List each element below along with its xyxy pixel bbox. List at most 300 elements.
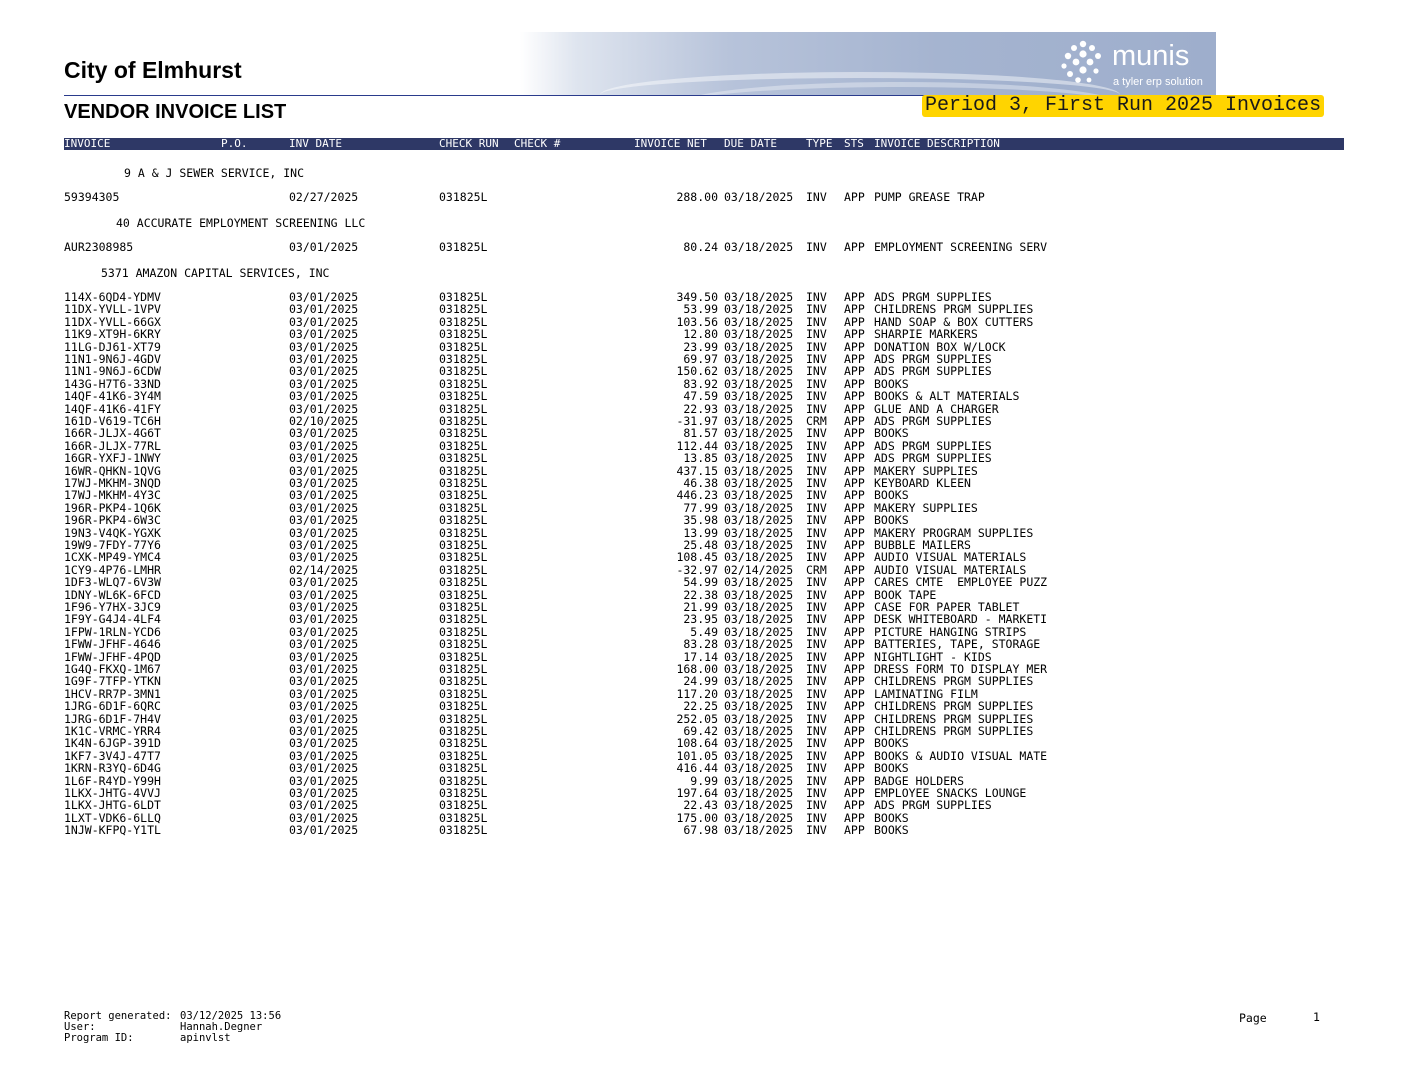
invoice-net: 80.24	[683, 240, 718, 254]
invoice-description: ADS PRGM SUPPLIES	[874, 798, 992, 813]
invoice-net: 13.85	[683, 451, 718, 466]
invoice-description: BUBBLE MAILERS	[874, 538, 971, 552]
invoice-net: 54.99	[683, 575, 718, 590]
page-label: Page	[1239, 1011, 1267, 1025]
invoice-number: 11DX-YVLL-66GX	[64, 314, 161, 329]
invoice-row	[0, 675, 1408, 687]
due-date: 03/18/2025	[724, 662, 794, 676]
invoice-row	[0, 427, 1408, 439]
invoice-type: INV	[806, 314, 827, 329]
invoice-number: 17WJ-MKHM-4Y3C	[64, 488, 161, 503]
invoice-number: 1FWW-JFHF-4646	[64, 637, 161, 652]
invoice-type: INV	[806, 736, 827, 751]
due-date: 03/18/2025	[724, 724, 794, 738]
invoice-type: INV	[806, 463, 827, 478]
invoice-status: APP	[844, 290, 865, 304]
invoice-row	[0, 489, 1408, 501]
invoice-type: INV	[806, 290, 827, 304]
invoice-type: INV	[806, 786, 827, 800]
due-date: 03/18/2025	[724, 327, 794, 342]
invoice-date: 03/01/2025	[289, 364, 359, 379]
invoice-date: 03/01/2025	[289, 736, 359, 751]
due-date: 03/18/2025	[724, 525, 794, 540]
invoice-date: 03/01/2025	[289, 587, 359, 602]
invoice-description: MAKERY SUPPLIES	[874, 500, 978, 515]
invoice-number: 1DNY-WL6K-6FCD	[64, 587, 161, 602]
vendor-name: 9 A & J SEWER SERVICE, INC	[124, 166, 305, 180]
invoice-status: APP	[844, 624, 865, 639]
invoice-date: 03/01/2025	[289, 699, 359, 714]
invoice-number: 1KF7-3V4J-47T7	[64, 748, 161, 763]
invoice-date: 03/01/2025	[289, 823, 359, 838]
invoice-status: APP	[844, 600, 865, 614]
invoice-date: 03/01/2025	[289, 686, 359, 701]
invoice-number: 19W9-7FDY-77Y6	[64, 538, 161, 552]
check-run: 031825L	[439, 352, 488, 366]
program-value: apinvlst	[180, 1032, 231, 1044]
check-run: 031825L	[439, 786, 488, 800]
invoice-net: 22.25	[683, 699, 718, 714]
invoice-number: 1G4Q-FKXQ-1M67	[64, 662, 161, 676]
invoice-status: APP	[844, 810, 865, 825]
due-date: 03/18/2025	[724, 761, 794, 776]
invoice-net: 288.00	[676, 190, 718, 204]
invoice-net: 24.99	[683, 674, 718, 689]
invoice-type: INV	[806, 575, 827, 590]
invoice-net: -32.97	[676, 562, 718, 577]
invoice-status: APP	[844, 339, 865, 354]
invoice-description: AUDIO VISUAL MATERIALS	[874, 562, 1027, 577]
invoice-net: 197.64	[676, 786, 718, 800]
invoice-description: EMPLOYMENT SCREENING SERV	[874, 240, 1048, 254]
invoice-row	[0, 700, 1408, 712]
invoice-net: 23.95	[683, 612, 718, 627]
due-date: 03/18/2025	[724, 736, 794, 751]
report-footer	[64, 1011, 281, 1044]
invoice-status: APP	[844, 786, 865, 800]
invoice-type: INV	[806, 240, 827, 254]
invoice-date: 03/01/2025	[289, 426, 359, 441]
invoice-date: 03/01/2025	[289, 773, 359, 788]
invoice-row	[0, 762, 1408, 774]
invoice-net: 117.20	[676, 686, 718, 701]
invoice-net: 22.38	[683, 587, 718, 602]
invoice-number: 196R-PKP4-1Q6K	[64, 500, 161, 515]
invoice-row	[0, 328, 1408, 340]
invoice-date: 03/01/2025	[289, 500, 359, 515]
invoice-net: 47.59	[683, 389, 718, 404]
due-date: 03/18/2025	[724, 823, 794, 838]
invoice-date: 03/01/2025	[289, 674, 359, 689]
invoice-number: 14QF-41K6-41FY	[64, 401, 161, 416]
invoice-description: BOOKS	[874, 426, 909, 441]
invoice-description: ADS PRGM SUPPLIES	[874, 352, 992, 366]
check-run: 031825L	[439, 190, 488, 204]
invoice-date: 03/01/2025	[289, 463, 359, 478]
invoice-number: 1JRG-6D1F-6QRC	[64, 699, 161, 714]
invoice-number: 1FWW-JFHF-4PQD	[64, 649, 161, 664]
check-run: 031825L	[439, 463, 488, 478]
page-number: 1	[1313, 1010, 1320, 1024]
col-invoice: INVOICE	[64, 137, 111, 150]
check-run: 031825L	[439, 810, 488, 825]
invoice-number: 16WR-QHKN-1QVG	[64, 463, 161, 478]
invoice-row	[0, 303, 1408, 315]
invoice-net: 108.64	[676, 736, 718, 751]
invoice-number: 1FPW-1RLN-YCD6	[64, 624, 161, 639]
invoice-status: APP	[844, 674, 865, 689]
due-date: 03/18/2025	[724, 649, 794, 664]
due-date: 02/14/2025	[724, 562, 794, 577]
report-title: VENDOR INVOICE LIST	[64, 101, 287, 123]
due-date: 03/18/2025	[724, 364, 794, 379]
check-run: 031825L	[439, 748, 488, 763]
invoice-date: 03/01/2025	[289, 575, 359, 590]
check-run: 031825L	[439, 587, 488, 602]
check-run: 031825L	[439, 662, 488, 676]
invoice-status: APP	[844, 550, 865, 565]
invoice-date: 03/01/2025	[289, 451, 359, 466]
invoice-number: 1CY9-4P76-LMHR	[64, 562, 161, 577]
invoice-net: 108.45	[676, 550, 718, 565]
invoice-row	[0, 551, 1408, 563]
invoice-description: PUMP GREASE TRAP	[874, 190, 985, 204]
invoice-description: ADS PRGM SUPPLIES	[874, 414, 992, 428]
due-date: 03/18/2025	[724, 438, 794, 453]
invoice-status: APP	[844, 748, 865, 763]
invoice-status: APP	[844, 389, 865, 404]
invoice-description: MAKERY PROGRAM SUPPLIES	[874, 525, 1034, 540]
invoice-number: 143G-H7T6-33ND	[64, 376, 161, 391]
invoice-status: APP	[844, 575, 865, 590]
invoice-description: SHARPIE MARKERS	[874, 327, 978, 342]
invoice-type: INV	[806, 525, 827, 540]
due-date: 03/18/2025	[724, 389, 794, 404]
invoice-net: 25.48	[683, 538, 718, 552]
invoice-type: INV	[806, 190, 827, 204]
invoice-type: INV	[806, 550, 827, 565]
invoice-row	[0, 390, 1408, 402]
invoice-description: ADS PRGM SUPPLIES	[874, 438, 992, 453]
header-banner	[520, 32, 1216, 96]
check-run: 031825L	[439, 612, 488, 627]
invoice-row	[0, 799, 1408, 811]
invoice-description: CARES CMTE EMPLOYEE PUZZ	[874, 575, 1048, 590]
invoice-net: 77.99	[683, 500, 718, 515]
invoice-description: KEYBOARD KLEEN	[874, 476, 971, 490]
invoice-number: 11DX-YVLL-1VPV	[64, 302, 161, 317]
invoice-status: APP	[844, 686, 865, 701]
invoice-date: 03/01/2025	[289, 637, 359, 652]
invoice-type: INV	[806, 438, 827, 453]
due-date: 03/18/2025	[724, 376, 794, 391]
due-date: 03/18/2025	[724, 401, 794, 416]
invoice-status: APP	[844, 711, 865, 726]
invoice-description: DESK WHITEBOARD - MARKETI	[874, 612, 1048, 627]
invoice-description: CHILDRENS PRGM SUPPLIES	[874, 674, 1034, 689]
invoice-number: 1L6F-R4YD-Y99H	[64, 773, 161, 788]
invoice-type: CRM	[806, 414, 827, 428]
invoice-date: 03/01/2025	[289, 786, 359, 800]
invoice-row	[0, 241, 1408, 253]
invoice-type: INV	[806, 339, 827, 354]
due-date: 03/18/2025	[724, 600, 794, 614]
invoice-description: BADGE HOLDERS	[874, 773, 965, 788]
invoice-status: APP	[844, 476, 865, 490]
invoice-type: INV	[806, 500, 827, 515]
invoice-net: 69.97	[683, 352, 718, 366]
invoice-status: APP	[844, 426, 865, 441]
check-run: 031825L	[439, 438, 488, 453]
invoice-status: APP	[844, 773, 865, 788]
check-run: 031825L	[439, 327, 488, 342]
due-date: 03/18/2025	[724, 451, 794, 466]
invoice-description: BOOKS & ALT MATERIALS	[874, 389, 1020, 404]
due-date: 03/18/2025	[724, 538, 794, 552]
invoice-status: APP	[844, 240, 865, 254]
invoice-type: INV	[806, 538, 827, 552]
invoice-description: BOOK TAPE	[874, 587, 937, 602]
invoice-description: BOOKS	[874, 513, 909, 528]
check-run: 031825L	[439, 290, 488, 304]
invoice-description: PICTURE HANGING STRIPS	[874, 624, 1027, 639]
invoice-description: CHILDRENS PRGM SUPPLIES	[874, 711, 1034, 726]
invoice-type: INV	[806, 364, 827, 379]
invoice-status: APP	[844, 562, 865, 577]
check-run: 031825L	[439, 761, 488, 776]
invoice-number: 11LG-DJ61-XT79	[64, 339, 161, 354]
invoice-description: BOOKS	[874, 488, 909, 503]
col-po: P.O.	[221, 137, 248, 150]
invoice-row	[0, 514, 1408, 526]
invoice-date: 02/14/2025	[289, 562, 359, 577]
invoice-status: APP	[844, 538, 865, 552]
invoice-net: 9.99	[690, 773, 718, 788]
invoice-date: 03/01/2025	[289, 761, 359, 776]
munis-logo-icon	[1058, 38, 1108, 88]
invoice-description: DONATION BOX W/LOCK	[874, 339, 1006, 354]
city-name: City of Elmhurst	[64, 57, 242, 83]
invoice-type: INV	[806, 451, 827, 466]
invoice-type: INV	[806, 748, 827, 763]
check-run: 031825L	[439, 550, 488, 565]
invoice-date: 03/01/2025	[289, 438, 359, 453]
user-value: Hannah.Degner	[180, 1021, 263, 1033]
invoice-date: 03/01/2025	[289, 649, 359, 664]
due-date: 03/18/2025	[724, 637, 794, 652]
invoice-net: 53.99	[683, 302, 718, 317]
invoice-status: APP	[844, 513, 865, 528]
check-run: 031825L	[439, 513, 488, 528]
invoice-number: 1HCV-RR7P-3MN1	[64, 686, 161, 701]
check-run: 031825L	[439, 414, 488, 428]
invoice-status: APP	[844, 401, 865, 416]
invoice-number: 59394305	[64, 190, 120, 204]
invoice-row	[0, 452, 1408, 464]
col-sts: STS	[844, 137, 864, 150]
check-run: 031825L	[439, 711, 488, 726]
invoice-net: 175.00	[676, 810, 718, 825]
invoice-date: 03/01/2025	[289, 538, 359, 552]
invoice-row	[0, 191, 1408, 203]
check-run: 031825L	[439, 773, 488, 788]
invoice-net: 349.50	[676, 290, 718, 304]
due-date: 03/18/2025	[724, 513, 794, 528]
invoice-date: 03/01/2025	[289, 624, 359, 639]
invoice-net: 69.42	[683, 724, 718, 738]
invoice-net: 150.62	[676, 364, 718, 379]
invoice-status: APP	[844, 463, 865, 478]
invoice-description: BATTERIES, TAPE, STORAGE	[874, 637, 1041, 652]
invoice-date: 03/01/2025	[289, 339, 359, 354]
invoice-type: INV	[806, 823, 827, 838]
invoice-net: 22.93	[683, 401, 718, 416]
due-date: 03/18/2025	[724, 190, 794, 204]
invoice-date: 03/01/2025	[289, 711, 359, 726]
invoice-description: CHILDRENS PRGM SUPPLIES	[874, 302, 1034, 317]
check-run: 031825L	[439, 364, 488, 379]
invoice-net: 103.56	[676, 314, 718, 329]
invoice-type: INV	[806, 476, 827, 490]
invoice-type: INV	[806, 773, 827, 788]
invoice-date: 03/01/2025	[289, 240, 359, 254]
due-date: 03/18/2025	[724, 699, 794, 714]
due-date: 03/18/2025	[724, 711, 794, 726]
invoice-type: INV	[806, 612, 827, 627]
due-date: 03/18/2025	[724, 810, 794, 825]
invoice-net: 67.98	[683, 823, 718, 838]
invoice-row	[0, 613, 1408, 625]
invoice-number: 166R-JLJX-4G6T	[64, 426, 161, 441]
check-run: 031825L	[439, 699, 488, 714]
check-run: 031825L	[439, 389, 488, 404]
invoice-date: 02/27/2025	[289, 190, 359, 204]
invoice-date: 03/01/2025	[289, 376, 359, 391]
due-date: 03/18/2025	[724, 773, 794, 788]
invoice-type: INV	[806, 302, 827, 317]
due-date: 03/18/2025	[724, 352, 794, 366]
invoice-status: APP	[844, 649, 865, 664]
check-run: 031825L	[439, 376, 488, 391]
due-date: 03/18/2025	[724, 686, 794, 701]
invoice-description: BOOKS	[874, 761, 909, 776]
invoice-description: BOOKS	[874, 823, 909, 838]
invoice-row	[0, 365, 1408, 377]
due-date: 03/18/2025	[724, 575, 794, 590]
invoice-row	[0, 824, 1408, 836]
check-run: 031825L	[439, 600, 488, 614]
col-check-no: CHECK #	[514, 137, 561, 150]
invoice-net: 5.49	[690, 624, 718, 639]
check-run: 031825L	[439, 339, 488, 354]
check-run: 031825L	[439, 637, 488, 652]
check-run: 031825L	[439, 674, 488, 689]
invoice-type: INV	[806, 426, 827, 441]
check-run: 031825L	[439, 525, 488, 540]
invoice-row	[0, 576, 1408, 588]
col-invoice-net: INVOICE NET	[634, 137, 707, 150]
invoice-description: MAKERY SUPPLIES	[874, 463, 978, 478]
invoice-type: INV	[806, 810, 827, 825]
col-check-run: CHECK RUN	[439, 137, 499, 150]
invoice-status: APP	[844, 724, 865, 738]
invoice-description: ADS PRGM SUPPLIES	[874, 290, 992, 304]
invoice-number: AUR2308985	[64, 240, 134, 254]
generated-label: Report generated:	[64, 1010, 172, 1022]
invoice-type: INV	[806, 699, 827, 714]
invoice-status: APP	[844, 699, 865, 714]
invoice-date: 03/01/2025	[289, 476, 359, 490]
invoice-description: HAND SOAP & BOX CUTTERS	[874, 314, 1034, 329]
due-date: 03/18/2025	[724, 414, 794, 428]
invoice-date: 03/01/2025	[289, 612, 359, 627]
invoice-description: AUDIO VISUAL MATERIALS	[874, 550, 1027, 565]
invoice-net: -31.97	[676, 414, 718, 428]
invoice-net: 17.14	[683, 649, 718, 664]
check-run: 031825L	[439, 500, 488, 515]
due-date: 03/18/2025	[724, 339, 794, 354]
invoice-description: LAMINATING FILM	[874, 686, 978, 701]
invoice-status: APP	[844, 761, 865, 776]
invoice-net: 23.99	[683, 339, 718, 354]
invoice-description: DRESS FORM TO DISPLAY MER	[874, 662, 1048, 676]
invoice-number: 114X-6QD4-YDMV	[64, 290, 161, 304]
invoice-number: 16GR-YXFJ-1NWY	[64, 451, 161, 466]
invoice-status: APP	[844, 525, 865, 540]
invoice-type: INV	[806, 798, 827, 813]
invoice-description: BOOKS	[874, 376, 909, 391]
invoice-date: 03/01/2025	[289, 662, 359, 676]
check-run: 031825L	[439, 649, 488, 664]
invoice-type: INV	[806, 587, 827, 602]
due-date: 03/18/2025	[724, 500, 794, 515]
invoice-date: 03/01/2025	[289, 810, 359, 825]
invoice-description: ADS PRGM SUPPLIES	[874, 451, 992, 466]
due-date: 03/18/2025	[724, 587, 794, 602]
invoice-type: INV	[806, 624, 827, 639]
invoice-description: BOOKS	[874, 810, 909, 825]
check-run: 031825L	[439, 686, 488, 701]
invoice-net: 437.15	[676, 463, 718, 478]
invoice-net: 46.38	[683, 476, 718, 490]
invoice-type: INV	[806, 724, 827, 738]
invoice-status: APP	[844, 587, 865, 602]
due-date: 03/18/2025	[724, 786, 794, 800]
munis-logo-text: munis	[1112, 40, 1190, 72]
invoice-type: INV	[806, 389, 827, 404]
invoice-status: APP	[844, 314, 865, 329]
invoice-status: APP	[844, 352, 865, 366]
invoice-description: CHILDRENS PRGM SUPPLIES	[874, 724, 1034, 738]
check-run: 031825L	[439, 426, 488, 441]
invoice-net: 83.28	[683, 637, 718, 652]
check-run: 031825L	[439, 624, 488, 639]
invoice-status: APP	[844, 451, 865, 466]
invoice-number: 1G9F-7TFP-YTKN	[64, 674, 161, 689]
col-type: TYPE	[806, 137, 833, 150]
invoice-date: 03/01/2025	[289, 314, 359, 329]
invoice-net: 12.80	[683, 327, 718, 342]
invoice-number: 1LXT-VDK6-6LLQ	[64, 810, 161, 825]
invoice-number: 1CXK-MP49-YMC4	[64, 550, 161, 565]
invoice-number: 1F96-Y7HX-3JC9	[64, 600, 161, 614]
vendor-name: 5371 AMAZON CAPITAL SERVICES, INC	[101, 266, 330, 280]
invoice-number: 1KRN-R3YQ-6D4G	[64, 761, 161, 776]
check-run: 031825L	[439, 314, 488, 329]
invoice-date: 03/01/2025	[289, 389, 359, 404]
invoice-type: INV	[806, 600, 827, 614]
invoice-type: INV	[806, 513, 827, 528]
